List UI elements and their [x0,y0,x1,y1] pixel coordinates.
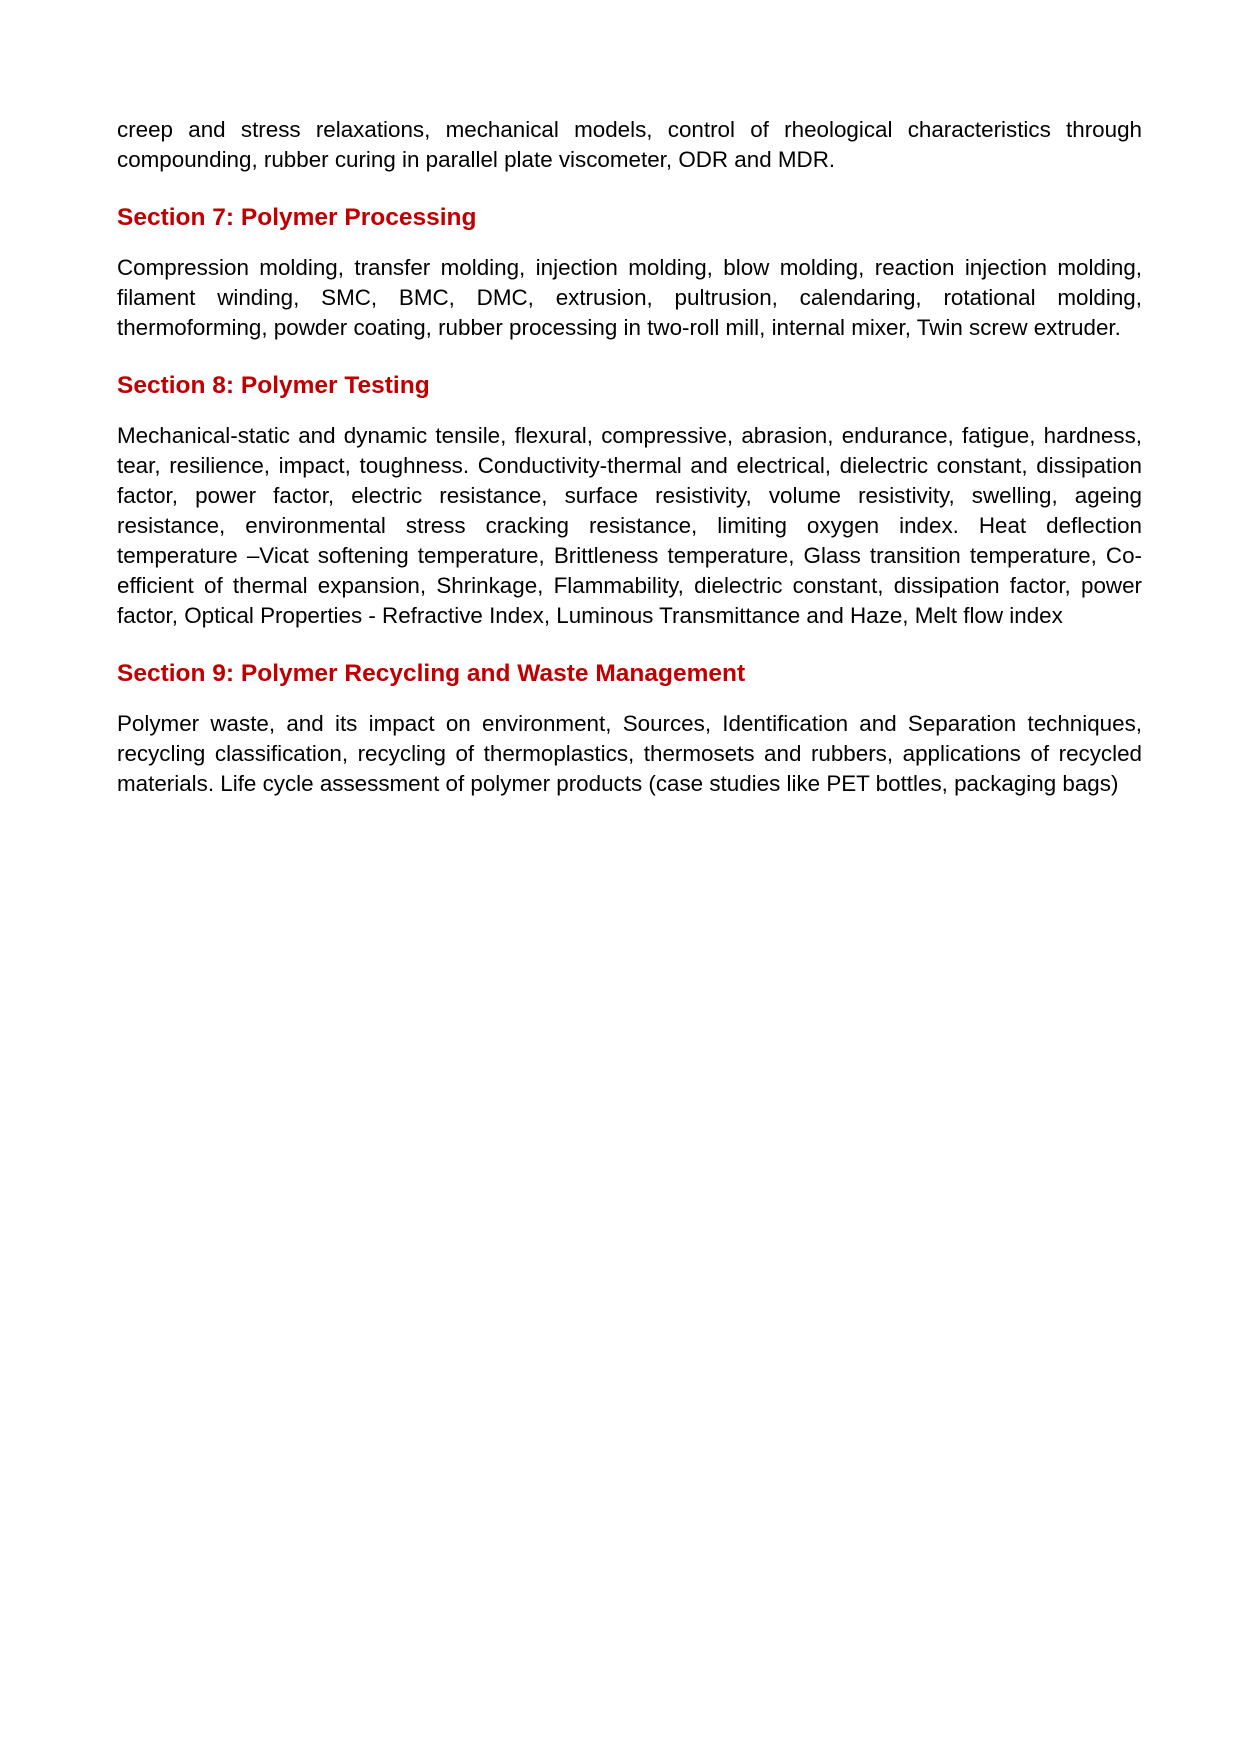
section-9-heading: Section 9: Polymer Recycling and Waste Management [117,660,746,687]
section-7-body: Compression molding, transfer molding, injection molding, blow molding, reaction injection molding, filament winding, SMC, BMC, DMC, extrusion, pultrusion, calendaring, rotational molding, thermoforming, powder coating, rubber processing in two-roll mill, internal mixer, Twin screw extruder. [117,255,1142,340]
section-8-heading: Section 8: Polymer Testing [117,372,430,399]
section-8-body: Mechanical-static and dynamic tensile, flexural, compressive, abrasion, endurance, fatigue, hardness, tear, resilience, impact, toughness. Conductivity-thermal and electrical, dielectric constant, dissipation factor, power factor, electric resistance, surface resistivity, volume resistivity, swelling, ageing resistance, environmental stress cracking resistance, limiting oxygen index. Heat deflection temperature –Vicat softening temperature, Brittleness temperature, Glass transition temperature, Co-efficient of thermal expansion, Shrinkage, Flammability, dielectric constant, dissipation factor, power factor, Optical Properties - Refractive Index, Luminous Transmittance and Haze, Melt flow index [117,423,1142,628]
section-9-body: Polymer waste, and its impact on environment, Sources, Identification and Separation techniques, recycling classification, recycling of thermoplastics, thermosets and rubbers, applications of recycled materials. Life cycle assessment of polymer products (case studies like PET bottles, packaging bags) [117,711,1142,796]
section-7-heading: Section 7: Polymer Processing [117,204,477,231]
intro-paragraph: creep and stress relaxations, mechanical models, control of rheological characteristics through compounding, rubber curing in parallel plate viscometer, ODR and MDR. [117,117,1142,172]
document-page [117,115,1142,799]
